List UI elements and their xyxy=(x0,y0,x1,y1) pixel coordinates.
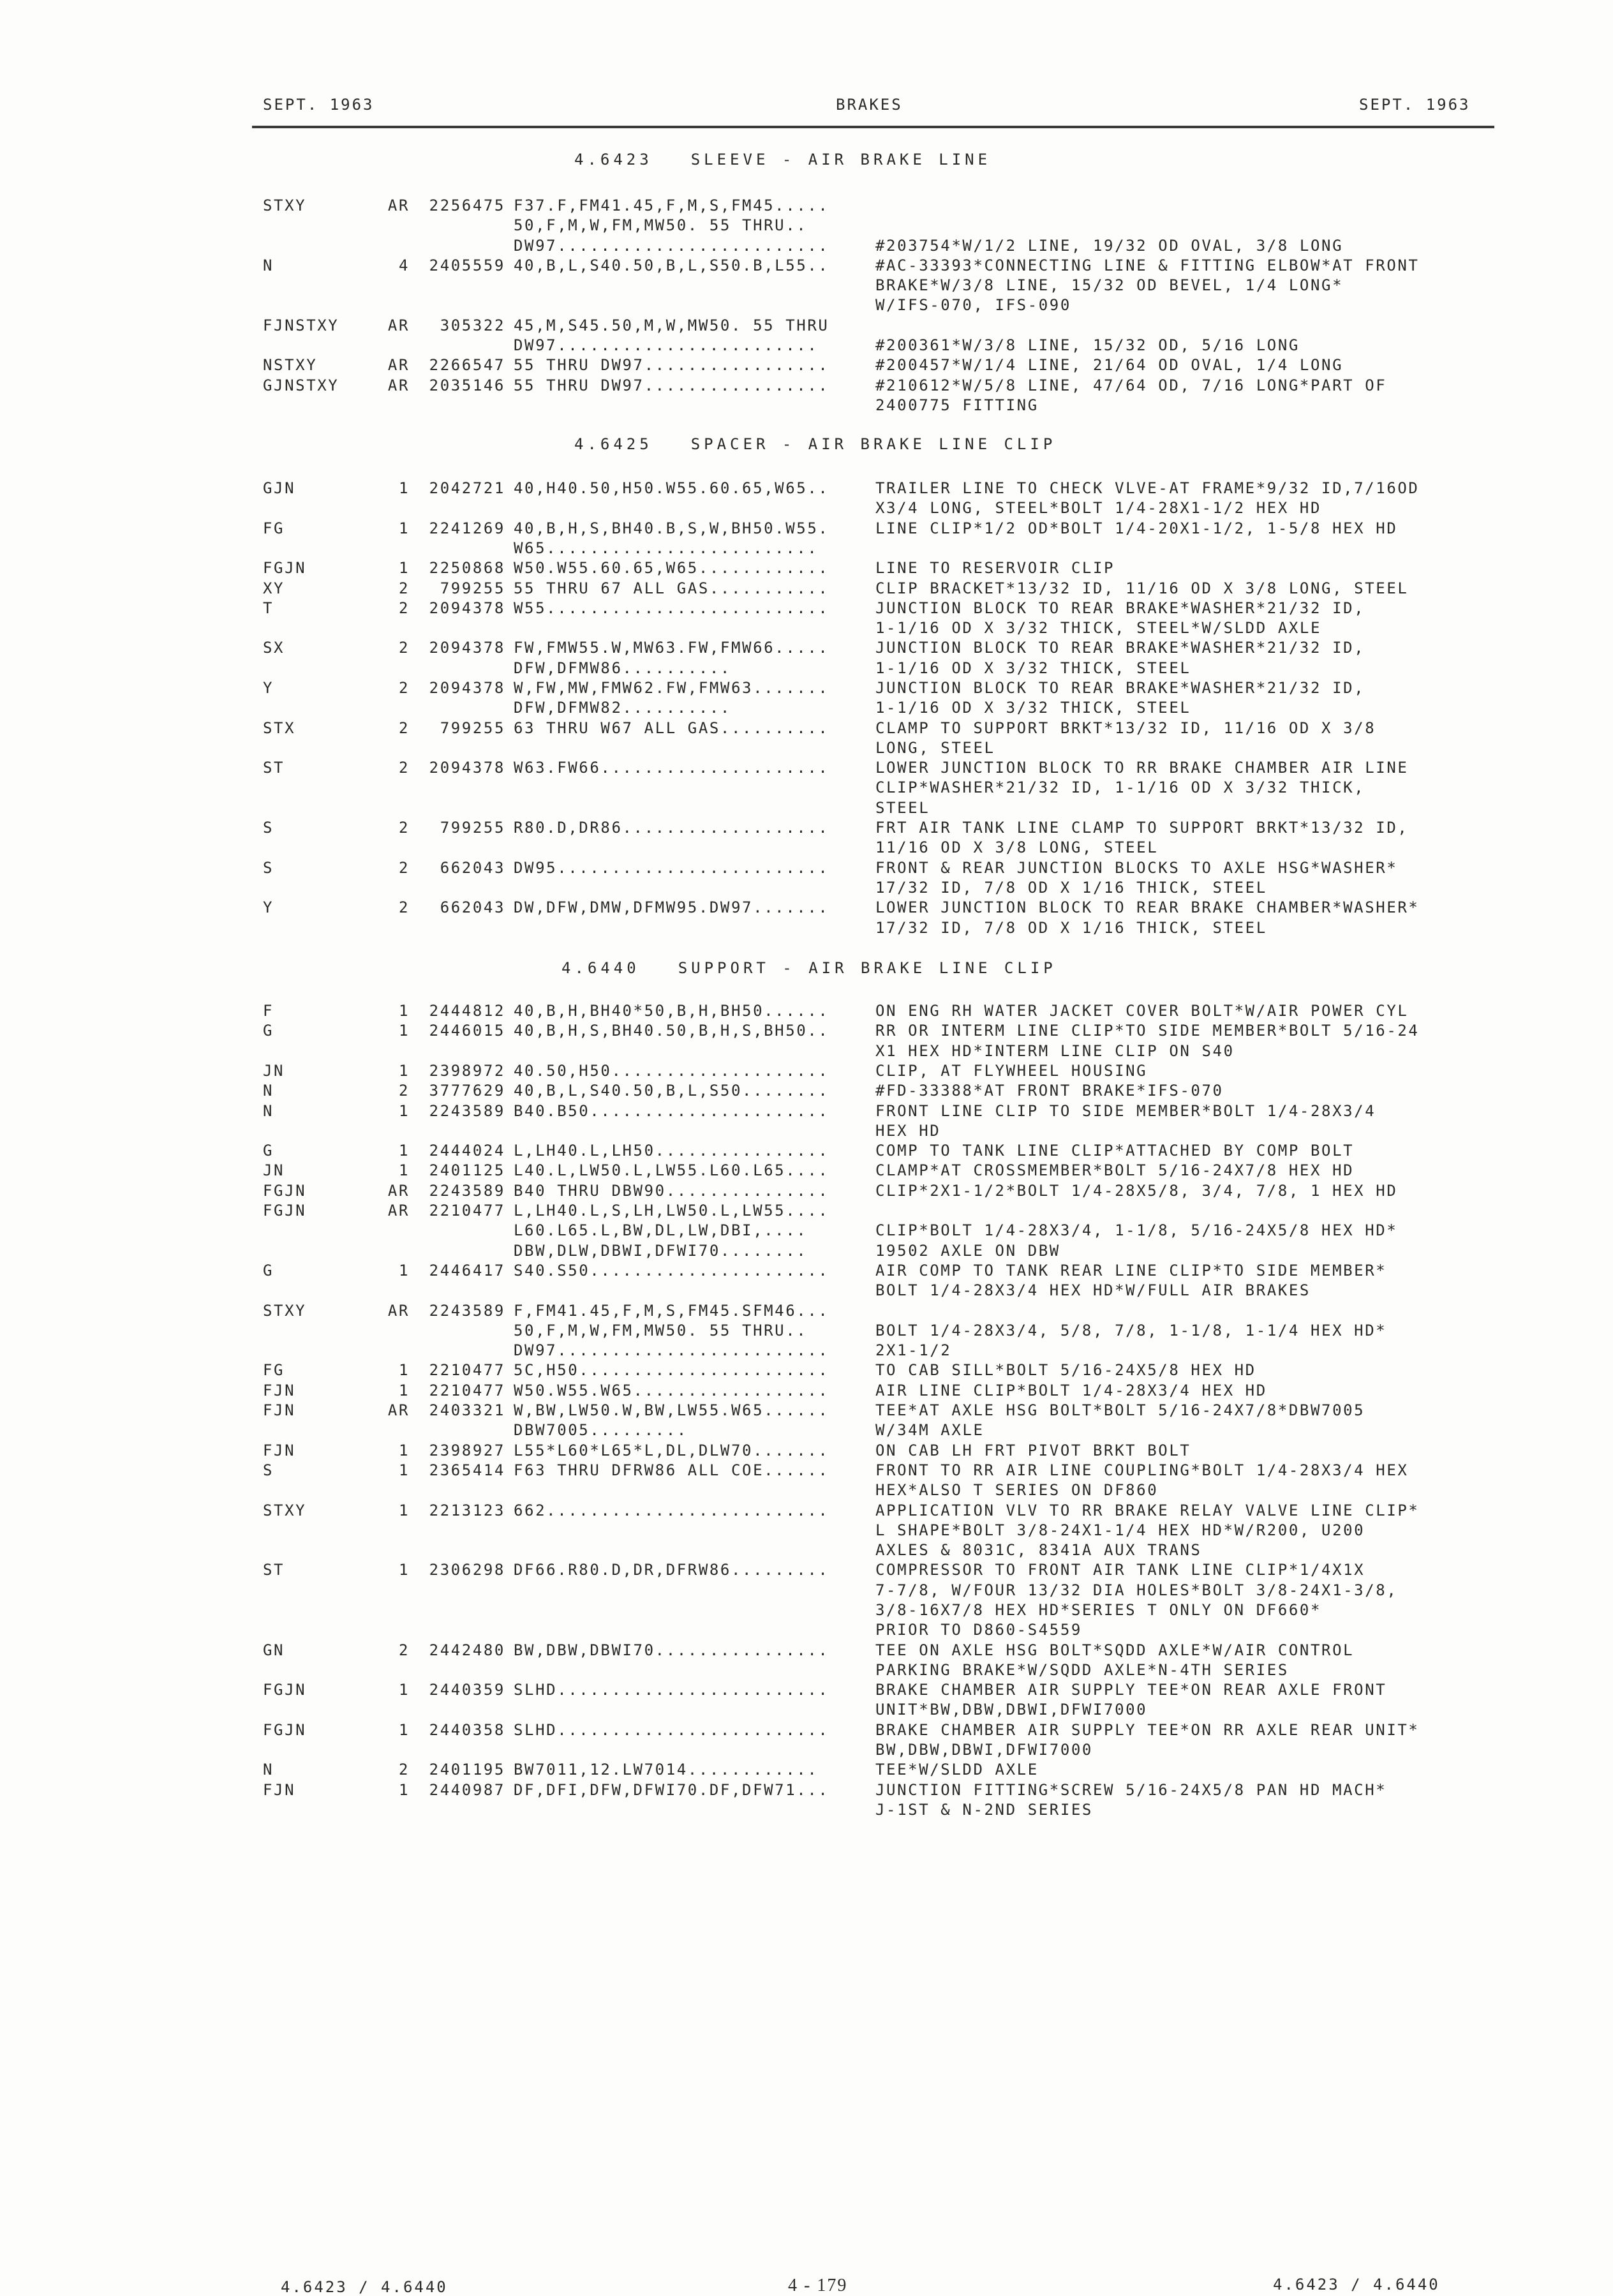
model-codes: Y xyxy=(263,679,274,697)
parts-row xyxy=(0,1141,1613,1161)
part-number: 2405559 xyxy=(429,256,505,274)
description-line: LOWER JUNCTION BLOCK TO RR BRAKE CHAMBER AIR LINE xyxy=(875,759,1409,777)
quantity: 2 xyxy=(398,1761,410,1779)
parts-row xyxy=(0,1680,1613,1720)
description-line: CLIP*2X1-1/2*BOLT 1/4-28X5/8, 3/4, 7/8, 1 HEX HD xyxy=(875,1181,1398,1200)
part-number: 2256475 xyxy=(429,197,505,214)
parts-row xyxy=(0,1401,1613,1441)
application-line: DW95......................... xyxy=(514,858,829,877)
part-number: 2035146 xyxy=(429,376,505,394)
application-line: W65......................... xyxy=(514,539,819,557)
model-codes: FGJN xyxy=(263,1720,307,1739)
model-codes: G xyxy=(263,1142,274,1160)
parts-row xyxy=(0,1760,1613,1780)
quantity: 1 xyxy=(398,1261,410,1279)
description-line: JUNCTION BLOCK TO REAR BRAKE*WASHER*21/32 ID, xyxy=(875,639,1365,657)
application-line: W,FW,MW,FMW62.FW,FMW63....... xyxy=(514,679,829,697)
parts-row xyxy=(0,519,1613,559)
part-number: 662043 xyxy=(440,858,505,877)
application-line: 662.......................... xyxy=(514,1501,829,1519)
parts-row xyxy=(0,579,1613,599)
application-line: F,FM41.45,F,M,S,FM45.SFM46... xyxy=(514,1301,829,1320)
parts-row xyxy=(0,256,1613,316)
parts-row xyxy=(0,1201,1613,1261)
description-line: #203754*W/1/2 LINE, 19/32 OD OVAL, 3/8 LONG xyxy=(875,236,1344,255)
part-number: 2398972 xyxy=(429,1061,505,1080)
section-name: SPACER - AIR BRAKE LINE CLIP xyxy=(690,435,1057,453)
application-line: R80.D,DR86................... xyxy=(514,819,829,837)
quantity: AR xyxy=(387,1181,410,1200)
model-codes: ST xyxy=(263,1561,285,1579)
application-line: 40,B,L,S40.50,B,L,S50........ xyxy=(514,1082,829,1100)
model-codes: GJN xyxy=(263,479,296,497)
application-line: FW,FMW55.W,MW63.FW,FMW66..... xyxy=(514,639,829,657)
description-line: FRONT LINE CLIP TO SIDE MEMBER*BOLT 1/4-28X3/4 xyxy=(875,1101,1376,1120)
description-line: BW,DBW,DBWI,DFWI7000 xyxy=(875,1741,1093,1759)
parts-row xyxy=(0,1780,1613,1821)
section-title xyxy=(0,151,1613,168)
description-line: 1-1/16 OD X 3/32 THICK, STEEL xyxy=(875,699,1191,717)
header-date-right: SEPT. 1963 xyxy=(1359,96,1471,114)
application-line: DW97........................ xyxy=(514,336,819,355)
application-line: B40.B50...................... xyxy=(514,1101,829,1120)
part-number: 2401125 xyxy=(429,1161,505,1180)
description-line: ON CAB LH FRT PIVOT BRKT BOLT xyxy=(875,1441,1191,1459)
application-line: 40.50,H50.................... xyxy=(514,1061,829,1080)
application-line: F63 THRU DFRW86 ALL COE...... xyxy=(514,1461,829,1479)
part-number: 2094378 xyxy=(429,759,505,777)
application-line: L,LH40.L,LH50................ xyxy=(514,1142,829,1160)
parts-row xyxy=(0,898,1613,938)
section-name: SLEEVE - AIR BRAKE LINE xyxy=(690,151,992,168)
parts-row xyxy=(0,1081,1613,1101)
section-code: 4.6425 xyxy=(574,435,653,453)
description-line: FRT AIR TANK LINE CLAMP TO SUPPORT BRKT*13/32 ID, xyxy=(875,819,1409,837)
parts-row xyxy=(0,1360,1613,1380)
part-number: 662043 xyxy=(440,898,505,917)
header-date-left: SEPT. 1963 xyxy=(263,96,375,114)
application-line: BW,DBW,DBWI70................ xyxy=(514,1641,829,1659)
description-line: 19502 AXLE ON DBW xyxy=(875,1241,1060,1260)
part-number: 2241269 xyxy=(429,519,505,537)
model-codes: GJNSTXY xyxy=(263,376,339,394)
part-number: 2444812 xyxy=(429,1002,505,1020)
quantity: AR xyxy=(387,197,410,214)
application-line: DW97......................... xyxy=(514,236,829,255)
description-line: 1-1/16 OD X 3/32 THICK, STEEL xyxy=(875,659,1191,677)
parts-row xyxy=(0,1261,1613,1301)
description-line: W/34M AXLE xyxy=(875,1421,985,1440)
description-line: BRAKE*W/3/8 LINE, 15/32 OD BEVEL, 1/4 LONG* xyxy=(875,276,1344,295)
part-number: 799255 xyxy=(440,819,505,837)
part-number: 2403321 xyxy=(429,1401,505,1419)
quantity: 2 xyxy=(398,639,410,657)
part-number: 2440359 xyxy=(429,1681,505,1699)
description-line: CLIP*BOLT 1/4-28X3/4, 1-1/8, 5/16-24X5/8 HEX HD* xyxy=(875,1221,1398,1240)
parts-row xyxy=(0,599,1613,639)
application-line: W50.W55.W65.................. xyxy=(514,1381,829,1399)
parts-row xyxy=(0,1641,1613,1681)
part-number: 2401195 xyxy=(429,1761,505,1779)
description-line: CLIP*WASHER*21/32 ID, 1-1/16 OD X 3/32 THICK, xyxy=(875,779,1365,797)
part-number: 799255 xyxy=(440,579,505,597)
application-line: L60.L65.L,BW,DL,LW,DBI,.... xyxy=(514,1221,808,1240)
quantity: AR xyxy=(387,316,410,334)
application-line: DF66.R80.D,DR,DFRW86......... xyxy=(514,1561,829,1579)
quantity: 1 xyxy=(398,479,410,497)
application-line: W50.W55.60.65,W65............ xyxy=(514,559,829,578)
quantity: 1 xyxy=(398,1681,410,1699)
quantity: 1 xyxy=(398,1780,410,1799)
model-codes: Y xyxy=(263,898,274,917)
description-line: JUNCTION BLOCK TO REAR BRAKE*WASHER*21/32 ID, xyxy=(875,679,1365,697)
description-line: PARKING BRAKE*W/SQDD AXLE*N-4TH SERIES xyxy=(875,1660,1289,1679)
quantity: AR xyxy=(387,356,410,375)
parts-row xyxy=(0,316,1613,356)
parts-row xyxy=(0,1560,1613,1640)
part-number: 2442480 xyxy=(429,1641,505,1659)
model-codes: N xyxy=(263,1082,274,1100)
quantity: 2 xyxy=(398,579,410,597)
model-codes: ST xyxy=(263,759,285,777)
description-line: 11/16 OD X 3/8 LONG, STEEL xyxy=(875,839,1159,857)
application-line: L,LH40.L,S,LH,LW50.L,LW55.... xyxy=(514,1202,829,1219)
parts-row xyxy=(0,196,1613,256)
application-line: 40,B,L,S40.50,B,L,S50.B,L55.. xyxy=(514,256,829,274)
model-codes: STXY xyxy=(263,1301,307,1320)
quantity: 2 xyxy=(398,1641,410,1659)
description-line: #200457*W/1/4 LINE, 21/64 OD OVAL, 1/4 LONG xyxy=(875,356,1344,375)
application-line: W,BW,LW50.W,BW,LW55.W65...... xyxy=(514,1401,829,1419)
description-line: J-1ST & N-2ND SERIES xyxy=(875,1800,1093,1819)
description-line: #210612*W/5/8 LINE, 47/64 OD, 7/16 LONG*PART OF xyxy=(875,376,1387,394)
quantity: 1 xyxy=(398,559,410,578)
application-line: DW,DFW,DMW,DFMW95.DW97....... xyxy=(514,898,829,917)
parts-row xyxy=(0,758,1613,818)
description-line: TEE ON AXLE HSG BOLT*SQDD AXLE*W/AIR CONTROL xyxy=(875,1641,1355,1659)
parts-row xyxy=(0,558,1613,578)
application-line: 40,B,H,S,BH40.50,B,H,S,BH50.. xyxy=(514,1022,829,1040)
footer-range-right: 4.6423 / 4.6440 xyxy=(1273,2276,1440,2293)
application-line: DFW,DFMW82.......... xyxy=(514,699,731,717)
parts-row xyxy=(0,1061,1613,1081)
application-line: B40 THRU DBW90............... xyxy=(514,1181,829,1200)
model-codes: SX xyxy=(263,639,285,657)
description-line: CLAMP TO SUPPORT BRKT*13/32 ID, 11/16 OD X 3/8 xyxy=(875,719,1376,737)
application-line: SLHD......................... xyxy=(514,1681,829,1699)
application-line: 40,H40.50,H50.W55.60.65,W65.. xyxy=(514,479,829,497)
part-number: 2210477 xyxy=(429,1381,505,1399)
application-line: W55.......................... xyxy=(514,599,829,617)
description-line: 2X1-1/2 xyxy=(875,1341,952,1360)
quantity: 1 xyxy=(398,1022,410,1040)
model-codes: FJN xyxy=(263,1401,296,1419)
part-number: 2094378 xyxy=(429,639,505,657)
description-line: X1 HEX HD*INTERM LINE CLIP ON S40 xyxy=(875,1041,1235,1060)
part-number: 2398927 xyxy=(429,1441,505,1459)
part-number: 2446417 xyxy=(429,1261,505,1279)
description-line: HEX*ALSO T SERIES ON DF860 xyxy=(875,1481,1159,1500)
model-codes: FJN xyxy=(263,1780,296,1799)
part-number: 2446015 xyxy=(429,1022,505,1040)
part-number: 2094378 xyxy=(429,599,505,617)
part-number: 2440987 xyxy=(429,1780,505,1799)
model-codes: N xyxy=(263,1761,274,1779)
parts-row xyxy=(0,1441,1613,1461)
description-line: #AC-33393*CONNECTING LINE & FITTING ELBOW*AT FRONT xyxy=(875,256,1420,274)
description-line: RR OR INTERM LINE CLIP*TO SIDE MEMBER*BOLT 5/16-24 xyxy=(875,1022,1420,1040)
application-line: W63.FW66..................... xyxy=(514,759,829,777)
description-line: CLAMP*AT CROSSMEMBER*BOLT 5/16-24X7/8 HEX HD xyxy=(875,1161,1355,1180)
part-number: 2094378 xyxy=(429,679,505,697)
description-line: UNIT*BW,DBW,DBWI,DFWI7000 xyxy=(875,1701,1148,1719)
part-number: 2210477 xyxy=(429,1202,505,1219)
description-line: BOLT 1/4-28X3/4, 5/8, 7/8, 1-1/8, 1-1/4 HEX HD* xyxy=(875,1321,1387,1339)
description-line: 7-7/8, W/FOUR 13/32 DIA HOLES*BOLT 3/8-24X1-3/8, xyxy=(875,1581,1398,1599)
part-number: 2306298 xyxy=(429,1561,505,1579)
part-number: 2266547 xyxy=(429,356,505,375)
parts-row xyxy=(0,479,1613,519)
model-codes: G xyxy=(263,1022,274,1040)
parts-row xyxy=(0,719,1613,759)
description-line: COMP TO TANK LINE CLIP*ATTACHED BY COMP BOLT xyxy=(875,1142,1355,1160)
application-line: 63 THRU W67 ALL GAS.......... xyxy=(514,719,829,737)
part-number: 2042721 xyxy=(429,479,505,497)
description-line: JUNCTION FITTING*SCREW 5/16-24X5/8 PAN HD MACH* xyxy=(875,1780,1387,1799)
model-codes: FGJN xyxy=(263,1202,307,1219)
description-line: #200361*W/3/8 LINE, 15/32 OD, 5/16 LONG xyxy=(875,336,1300,355)
parts-row xyxy=(0,1381,1613,1401)
model-codes: STXY xyxy=(263,1501,307,1519)
part-number: 2243589 xyxy=(429,1181,505,1200)
description-line: TEE*W/SLDD AXLE xyxy=(875,1761,1039,1779)
quantity: AR xyxy=(387,1202,410,1219)
description-line: BRAKE CHAMBER AIR SUPPLY TEE*ON RR AXLE REAR UNIT* xyxy=(875,1720,1420,1739)
parts-row xyxy=(0,376,1613,416)
quantity: 1 xyxy=(398,1002,410,1020)
quantity: 1 xyxy=(398,1561,410,1579)
part-number: 2213123 xyxy=(429,1501,505,1519)
model-codes: FG xyxy=(263,519,285,537)
description-line: AXLES & 8031C, 8341A AUX TRANS xyxy=(875,1541,1202,1560)
description-line: AIR LINE CLIP*BOLT 1/4-28X3/4 HEX HD xyxy=(875,1381,1267,1399)
description-line: CLIP, AT FLYWHEEL HOUSING xyxy=(875,1061,1148,1080)
quantity: 2 xyxy=(398,719,410,737)
model-codes: N xyxy=(263,256,274,274)
quantity: AR xyxy=(387,376,410,394)
model-codes: JN xyxy=(263,1161,285,1180)
parts-row xyxy=(0,1101,1613,1142)
application-line: 55 THRU 67 ALL GAS........... xyxy=(514,579,829,597)
description-line: 3/8-16X7/8 HEX HD*SERIES T ONLY ON DF660* xyxy=(875,1600,1322,1619)
part-number: 799255 xyxy=(440,719,505,737)
application-line: DFW,DFMW86.......... xyxy=(514,659,731,677)
application-line: 55 THRU DW97................. xyxy=(514,356,829,375)
quantity: 1 xyxy=(398,519,410,537)
quantity: 2 xyxy=(398,898,410,917)
footer-range-left: 4.6423 / 4.6440 xyxy=(281,2278,448,2296)
application-line: 50,F,M,W,FM,MW50. 55 THRU.. xyxy=(514,1321,808,1339)
description-line: BRAKE CHAMBER AIR SUPPLY TEE*ON REAR AXLE FRONT xyxy=(875,1681,1387,1699)
parts-row xyxy=(0,1720,1613,1761)
model-codes: T xyxy=(263,599,274,617)
description-line: TO CAB SILL*BOLT 5/16-24X5/8 HEX HD xyxy=(875,1361,1256,1380)
model-codes: NSTXY xyxy=(263,356,318,375)
quantity: 1 xyxy=(398,1441,410,1459)
parts-row xyxy=(0,1461,1613,1501)
description-line: LINE CLIP*1/2 OD*BOLT 1/4-20X1-1/2, 1-5/8 HEX HD xyxy=(875,519,1398,537)
description-line: 1-1/16 OD X 3/32 THICK, STEEL*W/SLDD AXLE xyxy=(875,619,1322,637)
model-codes: FJN xyxy=(263,1441,296,1459)
application-line: F37.F,FM41.45,F,M,S,FM45..... xyxy=(514,197,829,214)
description-line: AIR COMP TO TANK REAR LINE CLIP*TO SIDE MEMBER* xyxy=(875,1261,1387,1279)
description-line: #FD-33388*AT FRONT BRAKE*IFS-070 xyxy=(875,1082,1224,1100)
model-codes: F xyxy=(263,1002,274,1020)
model-codes: STX xyxy=(263,719,296,737)
description-line: LINE TO RESERVOIR CLIP xyxy=(875,559,1115,578)
header-section-title: BRAKES xyxy=(836,96,903,114)
quantity: 1 xyxy=(398,1142,410,1160)
description-line: STEEL xyxy=(875,798,930,817)
description-line: BOLT 1/4-28X3/4 HEX HD*W/FULL AIR BRAKES xyxy=(875,1281,1311,1300)
description-line: L SHAPE*BOLT 3/8-24X1-1/4 HEX HD*W/R200, U200 xyxy=(875,1521,1365,1539)
model-codes: S xyxy=(263,858,274,877)
quantity: 1 xyxy=(398,1161,410,1180)
parts-row xyxy=(0,355,1613,375)
description-line: JUNCTION BLOCK TO REAR BRAKE*WASHER*21/32 ID, xyxy=(875,599,1365,617)
part-number: 2210477 xyxy=(429,1361,505,1380)
model-codes: XY xyxy=(263,579,285,597)
part-number: 2444024 xyxy=(429,1142,505,1160)
parts-row xyxy=(0,1021,1613,1061)
description-line: PRIOR TO D860-S4559 xyxy=(875,1621,1082,1639)
application-line: DBW7005......... xyxy=(514,1421,688,1440)
description-line: LOWER JUNCTION BLOCK TO REAR BRAKE CHAMBER*WASHER* xyxy=(875,898,1420,917)
quantity: AR xyxy=(387,1301,410,1320)
parts-row xyxy=(0,818,1613,858)
description-line: TEE*AT AXLE HSG BOLT*BOLT 5/16-24X7/8*DBW7005 xyxy=(875,1401,1365,1419)
application-line: BW7011,12.LW7014............ xyxy=(514,1761,819,1779)
parts-row xyxy=(0,1301,1613,1361)
quantity: 2 xyxy=(398,599,410,617)
description-line: 2400775 FITTING xyxy=(875,396,1039,414)
quantity: 2 xyxy=(398,858,410,877)
model-codes: FJNSTXY xyxy=(263,316,339,334)
quantity: AR xyxy=(387,1401,410,1419)
parts-row xyxy=(0,1181,1613,1201)
part-number: 3777629 xyxy=(429,1082,505,1100)
quantity: 1 xyxy=(398,1101,410,1120)
section-title xyxy=(0,435,1613,453)
model-codes: FJN xyxy=(263,1381,296,1399)
section-code: 4.6440 xyxy=(561,959,640,977)
description-line: ON ENG RH WATER JACKET COVER BOLT*W/AIR POWER CYL xyxy=(875,1002,1409,1020)
quantity: 4 xyxy=(398,256,410,274)
page-number: 4 - 179 xyxy=(788,2276,848,2295)
section-code: 4.6423 xyxy=(574,151,653,168)
part-number: 2243589 xyxy=(429,1301,505,1320)
application-line: DBW,DLW,DBWI,DFWI70........ xyxy=(514,1241,808,1260)
description-line: 17/32 ID, 7/8 OD X 1/16 THICK, STEEL xyxy=(875,878,1267,897)
model-codes: N xyxy=(263,1101,274,1120)
quantity: 2 xyxy=(398,819,410,837)
quantity: 1 xyxy=(398,1461,410,1479)
model-codes: STXY xyxy=(263,197,307,214)
application-line: S40.S50...................... xyxy=(514,1261,829,1279)
quantity: 2 xyxy=(398,1082,410,1100)
model-codes: S xyxy=(263,819,274,837)
parts-row xyxy=(0,638,1613,678)
section-title xyxy=(0,959,1613,977)
part-number: 2365414 xyxy=(429,1461,505,1479)
model-codes: FGJN xyxy=(263,1181,307,1200)
application-line: L55*L60*L65*L,DL,DLW70....... xyxy=(514,1441,829,1459)
parts-row xyxy=(0,858,1613,898)
parts-row xyxy=(0,1161,1613,1181)
description-line: CLIP BRACKET*13/32 ID, 11/16 OD X 3/8 LONG, STEEL xyxy=(875,579,1409,597)
parts-row xyxy=(0,1001,1613,1021)
parts-row xyxy=(0,1501,1613,1561)
application-line: DW97......................... xyxy=(514,1341,829,1360)
description-line: FRONT TO RR AIR LINE COUPLING*BOLT 1/4-28X3/4 HEX xyxy=(875,1461,1409,1479)
description-line: HEX HD xyxy=(875,1121,941,1140)
model-codes: FGJN xyxy=(263,1681,307,1699)
quantity: 1 xyxy=(398,1720,410,1739)
quantity: 1 xyxy=(398,1361,410,1380)
model-codes: G xyxy=(263,1261,274,1279)
model-codes: FGJN xyxy=(263,559,307,578)
application-line: 55 THRU DW97................. xyxy=(514,376,829,394)
quantity: 1 xyxy=(398,1501,410,1519)
description-line: APPLICATION VLV TO RR BRAKE RELAY VALVE LINE CLIP* xyxy=(875,1501,1420,1519)
description-line: TRAILER LINE TO CHECK VLVE-AT FRAME*9/32 ID,7/16OD xyxy=(875,479,1420,497)
section-name: SUPPORT - AIR BRAKE LINE CLIP xyxy=(678,959,1057,977)
model-codes: FG xyxy=(263,1361,285,1380)
application-line: 5C,H50....................... xyxy=(514,1361,829,1380)
model-codes: S xyxy=(263,1461,274,1479)
quantity: 1 xyxy=(398,1381,410,1399)
part-number: 305322 xyxy=(440,316,505,334)
quantity: 2 xyxy=(398,679,410,697)
description-line: X3/4 LONG, STEEL*BOLT 1/4-28X1-1/2 HEX HD xyxy=(875,499,1322,518)
application-line: 40,B,H,S,BH40.B,S,W,BH50.W55. xyxy=(514,519,829,537)
part-number: 2440358 xyxy=(429,1720,505,1739)
part-number: 2250868 xyxy=(429,559,505,578)
application-line: DF,DFI,DFW,DFWI70.DF,DFW71... xyxy=(514,1780,829,1799)
quantity: 2 xyxy=(398,759,410,777)
quantity: 1 xyxy=(398,1061,410,1080)
description-line: FRONT & REAR JUNCTION BLOCKS TO AXLE HSG*WASHER* xyxy=(875,858,1398,877)
model-codes: GN xyxy=(263,1641,285,1659)
description-line: 17/32 ID, 7/8 OD X 1/16 THICK, STEEL xyxy=(875,918,1267,937)
part-number: 2243589 xyxy=(429,1101,505,1120)
application-line: 45,M,S45.50,M,W,MW50. 55 THRU xyxy=(514,316,829,334)
description-line: COMPRESSOR TO FRONT AIR TANK LINE CLIP*1/4X1X xyxy=(875,1561,1365,1579)
description-line: LONG, STEEL xyxy=(875,738,995,757)
parts-row xyxy=(0,678,1613,719)
application-line: L40.L,LW50.L,LW55.L60.L65.... xyxy=(514,1161,829,1180)
application-line: 50,F,M,W,FM,MW50. 55 THRU.. xyxy=(514,216,808,235)
application-line: SLHD......................... xyxy=(514,1720,829,1739)
description-line: W/IFS-070, IFS-090 xyxy=(875,296,1071,315)
application-line: 40,B,H,BH40*50,B,H,BH50...... xyxy=(514,1002,829,1020)
model-codes: JN xyxy=(263,1061,285,1080)
